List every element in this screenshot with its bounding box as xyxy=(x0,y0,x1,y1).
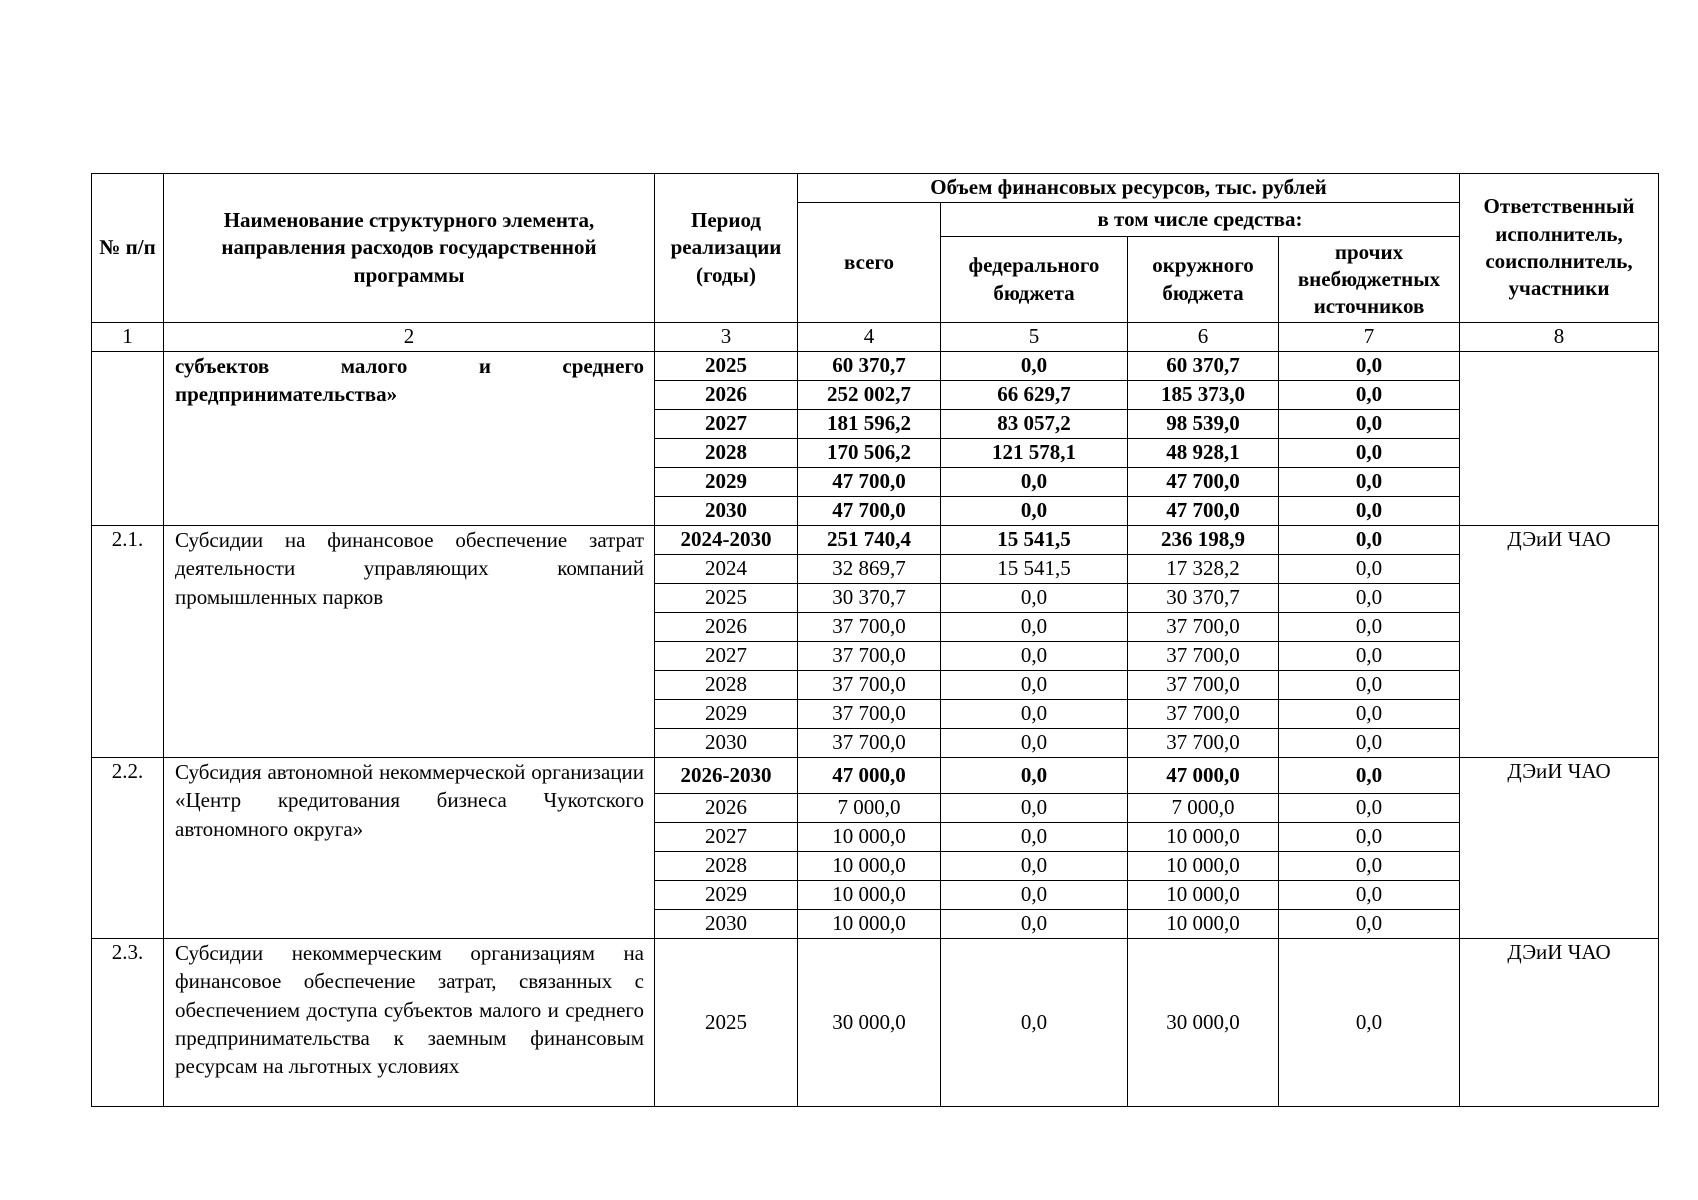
cell-federal: 0,0 xyxy=(941,584,1128,613)
cell-period: 2029 xyxy=(655,468,798,497)
cell-federal: 0,0 xyxy=(941,910,1128,939)
cell-district: 30 370,7 xyxy=(1128,584,1279,613)
section-responsible xyxy=(1460,352,1659,526)
section-name: Субсидии на финансовое обеспечение затрат деятельности управляющих компаний промышленных парков xyxy=(164,526,655,758)
header-volume: Объем финансовых ресурсов, тыс. рублей xyxy=(798,174,1460,203)
cell-period: 2028 xyxy=(655,671,798,700)
cell-total: 47 000,0 xyxy=(798,758,941,794)
cell-period: 2027 xyxy=(655,823,798,852)
cell-total: 10 000,0 xyxy=(798,852,941,881)
cell-district: 47 700,0 xyxy=(1128,468,1279,497)
cell-total: 10 000,0 xyxy=(798,823,941,852)
cell-federal: 121 578,1 xyxy=(941,439,1128,468)
cell-total: 47 700,0 xyxy=(798,468,941,497)
cell-total: 7 000,0 xyxy=(798,794,941,823)
cell-period: 2026 xyxy=(655,613,798,642)
cell-other: 0,0 xyxy=(1279,700,1460,729)
cell-period: 2024 xyxy=(655,555,798,584)
col-number: 3 xyxy=(655,323,798,352)
header-num: № п/п xyxy=(92,174,164,323)
cell-total: 10 000,0 xyxy=(798,910,941,939)
cell-period: 2026 xyxy=(655,794,798,823)
cell-period: 2025 xyxy=(655,584,798,613)
cell-period: 2024-2030 xyxy=(655,526,798,555)
col-number: 8 xyxy=(1460,323,1659,352)
cell-other: 0,0 xyxy=(1279,852,1460,881)
cell-district: 10 000,0 xyxy=(1128,910,1279,939)
cell-federal: 0,0 xyxy=(941,352,1128,381)
cell-district: 48 928,1 xyxy=(1128,439,1279,468)
section-name: Субсидия автономной некоммерческой организации «Центр кредитования бизнеса Чукотского автономного округа» xyxy=(164,758,655,939)
cell-federal: 0,0 xyxy=(941,613,1128,642)
header-total: всего xyxy=(798,203,941,323)
cell-district: 37 700,0 xyxy=(1128,642,1279,671)
cell-total: 37 700,0 xyxy=(798,729,941,758)
cell-federal: 0,0 xyxy=(941,852,1128,881)
cell-district: 37 700,0 xyxy=(1128,729,1279,758)
cell-other: 0,0 xyxy=(1279,468,1460,497)
cell-other: 0,0 xyxy=(1279,910,1460,939)
cell-federal: 0,0 xyxy=(941,642,1128,671)
cell-district: 37 700,0 xyxy=(1128,671,1279,700)
financing-table xyxy=(91,173,1659,1107)
cell-federal: 0,0 xyxy=(941,468,1128,497)
header-federal: федерального бюджета xyxy=(941,237,1128,323)
cell-federal: 0,0 xyxy=(941,823,1128,852)
cell-district: 10 000,0 xyxy=(1128,881,1279,910)
header-including: в том числе средства: xyxy=(941,203,1460,237)
column-numbers-row xyxy=(92,323,1659,352)
section-responsible: ДЭиИ ЧАО xyxy=(1460,758,1659,939)
cell-federal: 15 541,5 xyxy=(941,526,1128,555)
cell-other: 0,0 xyxy=(1279,381,1460,410)
cell-other: 0,0 xyxy=(1279,671,1460,700)
cell-district: 47 000,0 xyxy=(1128,758,1279,794)
cell-other: 0,0 xyxy=(1279,823,1460,852)
cell-other: 0,0 xyxy=(1279,497,1460,526)
cell-period: 2030 xyxy=(655,729,798,758)
cell-other: 0,0 xyxy=(1279,584,1460,613)
cell-federal: 0,0 xyxy=(941,939,1128,1107)
cell-period: 2026 xyxy=(655,381,798,410)
cell-total: 47 700,0 xyxy=(798,497,941,526)
cell-other: 0,0 xyxy=(1279,729,1460,758)
section-number: 2.2. xyxy=(92,758,164,939)
section-number xyxy=(92,352,164,526)
cell-total: 60 370,7 xyxy=(798,352,941,381)
cell-district: 185 373,0 xyxy=(1128,381,1279,410)
cell-district: 37 700,0 xyxy=(1128,613,1279,642)
cell-period: 2025 xyxy=(655,939,798,1107)
header-period: Период реализации (годы) xyxy=(655,174,798,323)
cell-district: 30 000,0 xyxy=(1128,939,1279,1107)
cell-federal: 0,0 xyxy=(941,881,1128,910)
section-name: субъектов малого и среднего предпринимательства» xyxy=(164,352,655,526)
section-responsible: ДЭиИ ЧАО xyxy=(1460,526,1659,758)
section-responsible: ДЭиИ ЧАО xyxy=(1460,939,1659,1107)
table-row xyxy=(92,758,1659,794)
header-district: окружного бюджета xyxy=(1128,237,1279,323)
header-responsible: Ответственный исполнитель, соисполнитель, участники xyxy=(1460,174,1659,323)
cell-federal: 0,0 xyxy=(941,758,1128,794)
section-number: 2.3. xyxy=(92,939,164,1107)
cell-other: 0,0 xyxy=(1279,526,1460,555)
col-number: 1 xyxy=(92,323,164,352)
cell-federal: 15 541,5 xyxy=(941,555,1128,584)
table-body xyxy=(92,352,1659,1107)
cell-other: 0,0 xyxy=(1279,613,1460,642)
cell-period: 2029 xyxy=(655,700,798,729)
col-number: 7 xyxy=(1279,323,1460,352)
cell-total: 37 700,0 xyxy=(798,642,941,671)
cell-period: 2030 xyxy=(655,910,798,939)
cell-other: 0,0 xyxy=(1279,410,1460,439)
header-other: прочих внебюджетных источников xyxy=(1279,237,1460,323)
cell-period: 2029 xyxy=(655,881,798,910)
section-name: Субсидии некоммерческим организациям на финансовое обеспечение затрат, связанных с обеспечением доступа субъектов малого и среднего предпринимательства к заемным финансовым ресурсам на льготных условиях xyxy=(164,939,655,1107)
cell-other: 0,0 xyxy=(1279,794,1460,823)
cell-total: 10 000,0 xyxy=(798,881,941,910)
section-number: 2.1. xyxy=(92,526,164,758)
cell-district: 37 700,0 xyxy=(1128,700,1279,729)
cell-total: 170 506,2 xyxy=(798,439,941,468)
cell-total: 30 000,0 xyxy=(798,939,941,1107)
cell-period: 2028 xyxy=(655,852,798,881)
table-row xyxy=(92,939,1659,1107)
cell-total: 181 596,2 xyxy=(798,410,941,439)
cell-other: 0,0 xyxy=(1279,881,1460,910)
table-row xyxy=(92,526,1659,555)
cell-total: 252 002,7 xyxy=(798,381,941,410)
col-number: 4 xyxy=(798,323,941,352)
cell-district: 60 370,7 xyxy=(1128,352,1279,381)
cell-period: 2027 xyxy=(655,642,798,671)
table-row xyxy=(92,352,1659,381)
cell-other: 0,0 xyxy=(1279,642,1460,671)
cell-federal: 0,0 xyxy=(941,729,1128,758)
cell-other: 0,0 xyxy=(1279,555,1460,584)
cell-period: 2027 xyxy=(655,410,798,439)
cell-federal: 0,0 xyxy=(941,700,1128,729)
cell-total: 37 700,0 xyxy=(798,671,941,700)
header-name: Наименование структурного элемента, направления расходов государственной программы xyxy=(164,174,655,323)
cell-total: 251 740,4 xyxy=(798,526,941,555)
cell-district: 10 000,0 xyxy=(1128,852,1279,881)
cell-total: 30 370,7 xyxy=(798,584,941,613)
cell-period: 2025 xyxy=(655,352,798,381)
cell-other: 0,0 xyxy=(1279,758,1460,794)
col-number: 2 xyxy=(164,323,655,352)
cell-other: 0,0 xyxy=(1279,439,1460,468)
cell-total: 37 700,0 xyxy=(798,700,941,729)
cell-district: 7 000,0 xyxy=(1128,794,1279,823)
cell-period: 2028 xyxy=(655,439,798,468)
cell-total: 37 700,0 xyxy=(798,613,941,642)
cell-total: 32 869,7 xyxy=(798,555,941,584)
col-number: 5 xyxy=(941,323,1128,352)
cell-federal: 0,0 xyxy=(941,794,1128,823)
cell-other: 0,0 xyxy=(1279,939,1460,1107)
cell-district: 47 700,0 xyxy=(1128,497,1279,526)
cell-district: 10 000,0 xyxy=(1128,823,1279,852)
cell-federal: 83 057,2 xyxy=(941,410,1128,439)
cell-period: 2026-2030 xyxy=(655,758,798,794)
cell-other: 0,0 xyxy=(1279,352,1460,381)
cell-federal: 0,0 xyxy=(941,671,1128,700)
cell-federal: 66 629,7 xyxy=(941,381,1128,410)
cell-district: 236 198,9 xyxy=(1128,526,1279,555)
cell-district: 17 328,2 xyxy=(1128,555,1279,584)
cell-period: 2030 xyxy=(655,497,798,526)
cell-district: 98 539,0 xyxy=(1128,410,1279,439)
col-number: 6 xyxy=(1128,323,1279,352)
cell-federal: 0,0 xyxy=(941,497,1128,526)
